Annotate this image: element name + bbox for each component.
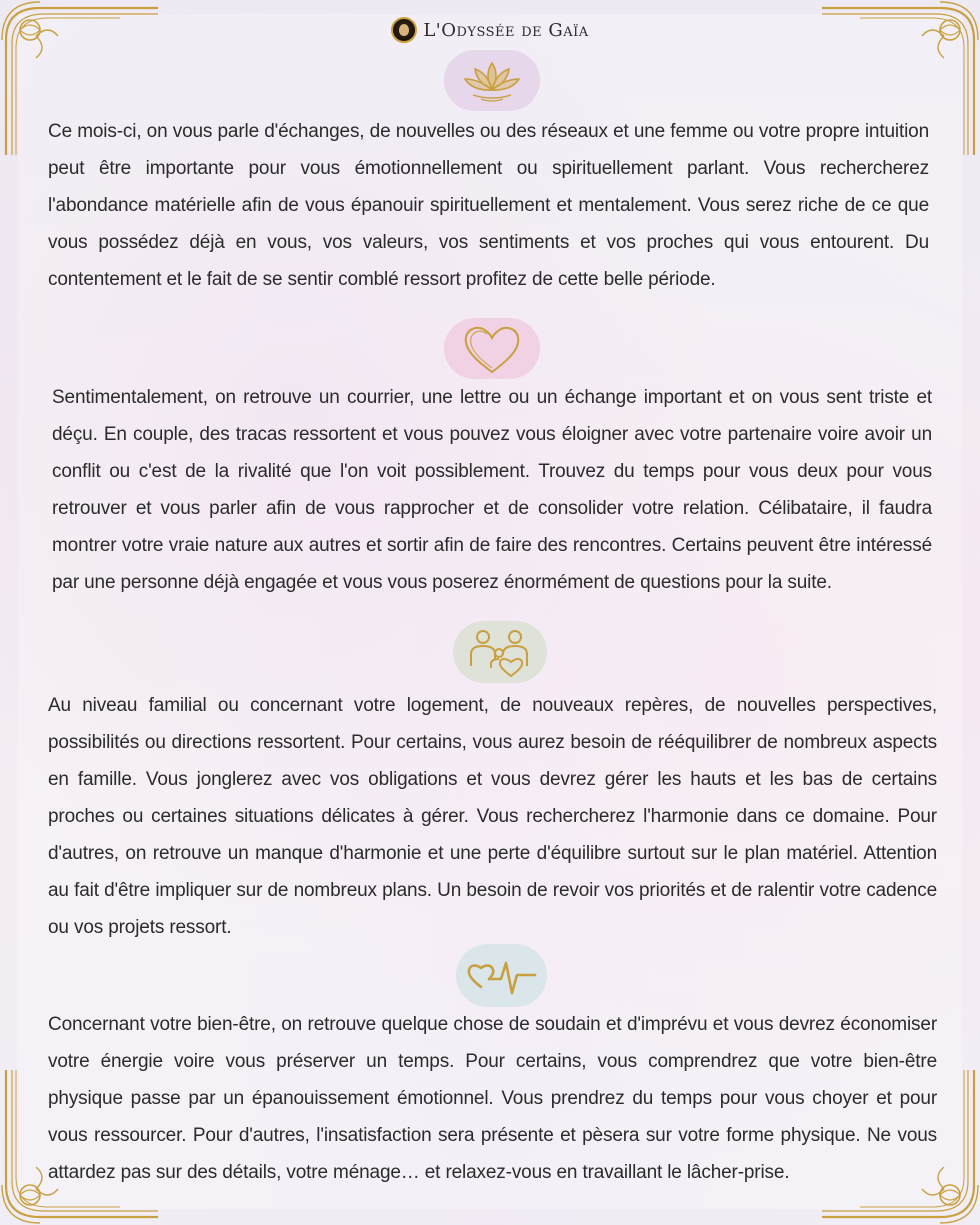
section-text-family: Au niveau familial ou concernant votre logement, de nouveaux repères, de nouvelles perspectives, possibilités ou directions ressortent. Pour certains, vous aurez besoin de rééquilibrer de nombreux aspects en famille. Vous jonglerez avec vos obligations et vous devrez gérer les hauts et les bas de certains proches ou certaines situations délicates à gérer. Vous rechercherez l'harmonie dans ce domaine. Pour d'autres, on retrouve un manque d'harmonie et une perte d'équilibre surtout sur le plan matériel. Attention au fait d'être impliquer sur de nombreux plans. Un besoin de revoir vos priorités et de ralentir votre cadence ou vos projets ressort.	[48, 695, 937, 938]
brand-header	[0, 17, 980, 43]
lotus-icon-badge	[444, 50, 540, 111]
section-text-love: Sentimentalement, on retrouve un courrier, une lettre ou un échange important et on vous sent triste et déçu. En couple, des tracas ressortent et vous pouvez vous éloigner avec votre partenaire voire avoir un conflit ou c'est de la rivalité que l'on voit possiblement. Trouvez du temps pour vous deux pour vous retrouver et vous parler afin de vous rapprocher et de consolider votre relation. Célibataire, il faudra montrer votre vraie nature aux autres et sortir afin de faire des rencontres. Certains peuvent être intéressé par une personne déjà engagée et vous vous poserez énormément de questions pour la suite.	[52, 387, 932, 593]
heart-icon-badge	[444, 318, 540, 379]
family-icon-badge	[453, 621, 547, 683]
heart-icon	[461, 322, 523, 376]
section-text-wellbeing: Concernant votre bien-être, on retrouve quelque chose de soudain et d'imprévu et vous devrez économiser votre énergie voire vous préserver un temps. Pour certains, vous comprendrez que votre bien-être physique passe par un épanouissement émotionnel. Vous prendrez du temps pour vous choyer et pour vous ressourcer. Pour d'autres, l'insatisfaction sera présente et pèsera sur votre forme physique. Ne vous attardez pas sur des détails, votre ménage… et relaxez-vous en travaillant le lâcher-prise.	[48, 1014, 937, 1183]
lotus-icon	[459, 57, 525, 105]
section-text-general: Ce mois-ci, on vous parle d'échanges, de nouvelles ou des réseaux et une femme ou votre propre intuition peut être importante pour vous émotionnellement ou spirituellement parlant. Vous rechercherez l'abondance matérielle afin de vous épanouir spirituellement et mentalement. Vous serez riche de ce que vous possédez déjà en vous, vos valeurs, vos sentiments et vos proches qui vous entourent. Du contentement et le fait de se sentir comblé ressort profitez de cette belle période.	[48, 121, 929, 290]
heartbeat-icon-badge	[456, 944, 547, 1007]
brand-logo	[391, 17, 417, 43]
heartbeat-icon	[465, 953, 539, 999]
brand-name: L'Odyssée de Gaïa	[423, 19, 589, 41]
family-icon	[465, 626, 535, 678]
